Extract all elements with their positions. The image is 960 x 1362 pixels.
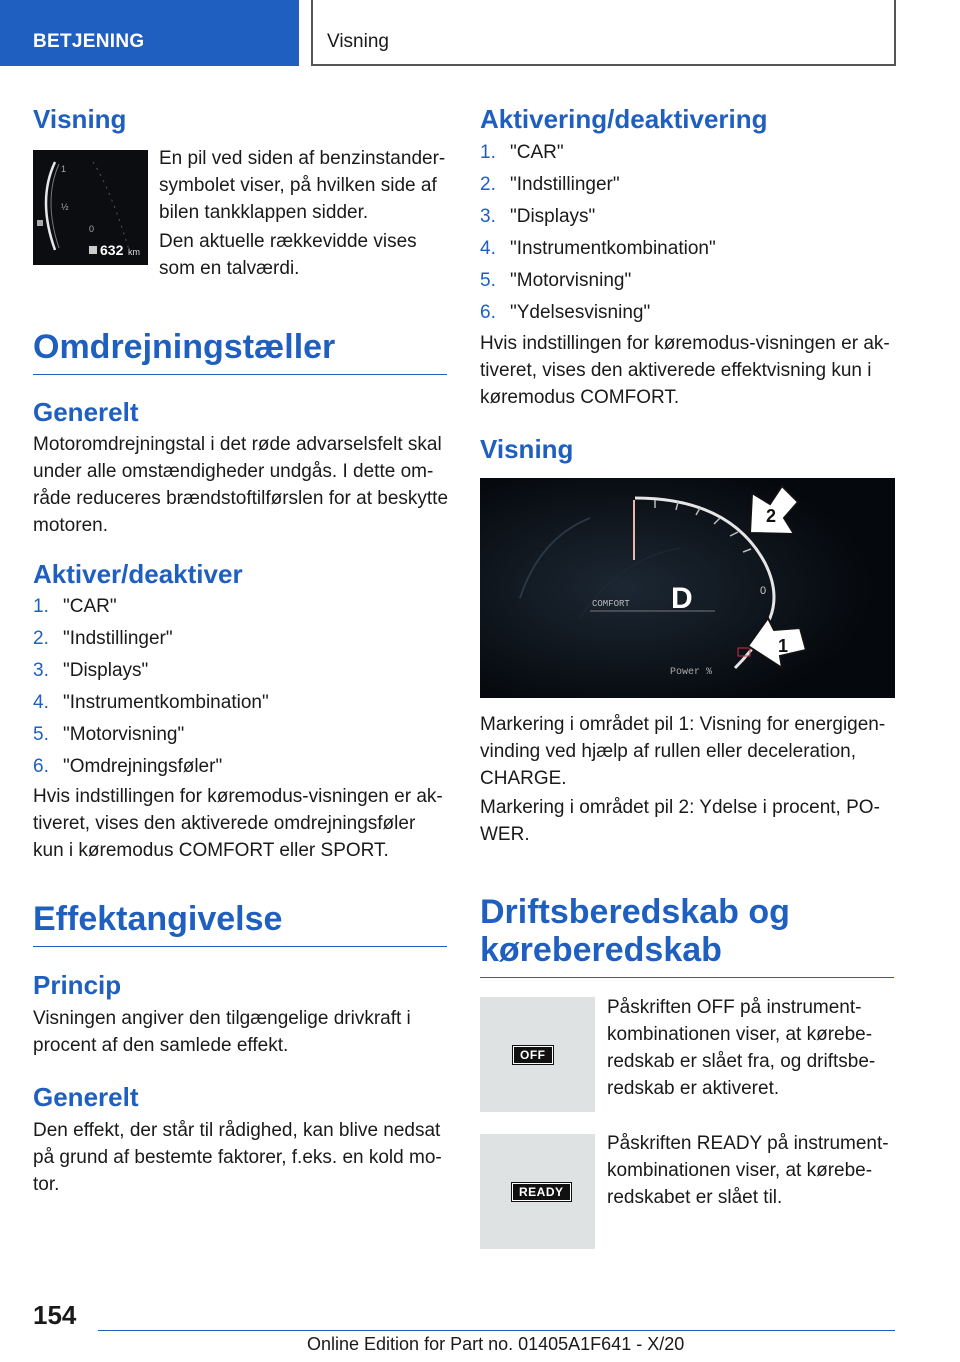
omdrejning-heading: Omdrejningstæller xyxy=(33,328,447,375)
effekt-generelt-text: Den effekt, der står til rådighed, kan blive nedsat på grund af bestemte faktorer, f.eks. en kold motor. xyxy=(33,1120,442,1195)
visning-heading: Visning xyxy=(33,104,127,134)
step-text: "Indstillinger" xyxy=(510,174,620,195)
step-text: "Displays" xyxy=(63,660,149,681)
step-item xyxy=(33,751,447,783)
step-item xyxy=(33,719,447,751)
step-number: 2. xyxy=(33,628,49,649)
step-item xyxy=(480,265,894,297)
step-number: 4. xyxy=(33,692,49,713)
step-number: 3. xyxy=(480,206,496,227)
ready-text: Påskriften READY på instrumentkombinationen viser, at køreberedskabet er slået til. xyxy=(607,1133,889,1208)
omdrejning-generelt-text: Motoromdrejningstal i det røde advarselsfelt skal under alle omstændigheder undgås. I dette område reduceres brændstoftilførslen for at beskytte motoren. xyxy=(33,434,449,536)
chapter-tab: BETJENING xyxy=(0,0,299,66)
step-item xyxy=(480,137,894,169)
arrow-1-label: 1 xyxy=(778,636,789,656)
mark1-text: Markering i området pil 1: Visning for energigenvinding ved hjælp af rullen eller deceleration, CHARGE. xyxy=(480,714,886,789)
step-text: "Motorvisning" xyxy=(63,724,185,745)
aktivering-heading: Aktivering/deaktivering xyxy=(480,104,768,134)
power-label: Power % xyxy=(670,667,713,678)
ready-indicator-image xyxy=(480,1134,595,1249)
drift-heading: Driftsberedskab og køreberedskab xyxy=(480,893,894,978)
fuel-gauge-graphic xyxy=(33,150,148,265)
footer-divider xyxy=(98,1330,895,1331)
effekt-heading: Effektangivelse xyxy=(33,900,447,947)
step-item xyxy=(480,201,894,233)
step-item xyxy=(33,591,447,623)
gauge-range: 632 xyxy=(100,242,124,258)
gauge-half: ½ xyxy=(61,202,69,212)
power-display-graphic xyxy=(480,478,895,698)
step-number: 6. xyxy=(33,756,49,777)
step-text: "Instrumentkombination" xyxy=(63,692,269,713)
gear-indicator: D xyxy=(671,582,693,615)
aktivering-steps xyxy=(480,137,894,329)
step-number: 2. xyxy=(480,174,496,195)
step-text: "Displays" xyxy=(510,206,596,227)
mode-label: COMFORT xyxy=(592,599,630,609)
ready-badge: READY xyxy=(512,1183,571,1201)
step-number: 5. xyxy=(33,724,49,745)
step-number: 1. xyxy=(33,596,49,617)
visning-right-heading: Visning xyxy=(480,434,574,464)
step-text: "Instrumentkombination" xyxy=(510,238,716,259)
gauge-unit: km xyxy=(128,247,140,257)
step-text: "CAR" xyxy=(63,596,117,617)
effekt-generelt-heading: Generelt xyxy=(33,1082,139,1112)
page-header xyxy=(0,0,960,66)
off-text: Påskriften OFF på instrumentkombinationen viser, at køreberedskab er slået fra, og driftsberedskab er aktiveret. xyxy=(607,997,876,1099)
aktiver-heading: Aktiver/deaktiver xyxy=(33,559,243,589)
aktivering-note: Hvis indstillingen for køremodus-visningen er aktiveret, vises den aktiverede effektvisning kun i køremodus COMFORT. xyxy=(480,333,890,408)
step-text: "Ydelsesvisning" xyxy=(510,302,651,323)
step-text: "Motorvisning" xyxy=(510,270,632,291)
step-number: 6. xyxy=(480,302,496,323)
footer-edition: Online Edition for Part no. 01405A1F641 - X/20 xyxy=(307,1334,685,1354)
step-item xyxy=(480,233,894,265)
step-item xyxy=(480,169,894,201)
omdrejning-generelt-heading: Generelt xyxy=(33,397,139,427)
step-item xyxy=(33,623,447,655)
aktiver-steps xyxy=(33,591,447,783)
step-number: 1. xyxy=(480,142,496,163)
off-indicator-image xyxy=(480,997,595,1112)
arrow-2-label: 2 xyxy=(766,506,777,526)
step-item xyxy=(33,655,447,687)
step-item xyxy=(33,687,447,719)
section-tab: Visning xyxy=(311,0,896,66)
gauge-one: 1 xyxy=(61,164,67,174)
mark2-text: Markering i området pil 2: Ydelse i procent, POWER. xyxy=(480,797,880,845)
gauge-zero: 0 xyxy=(89,224,95,234)
step-text: "Omdrejningsføler" xyxy=(63,756,223,777)
off-badge: OFF xyxy=(513,1046,553,1064)
visning-p1: En pil ved siden af benzinstandersymbolet viser, på hvilken side af bilen tankklappen sidder. xyxy=(159,148,446,223)
visning-p2: Den aktuelle rækkevidde vises som en talværdi. xyxy=(159,231,417,279)
omdrejning-note: Hvis indstillingen for køremodus-visningen er aktiveret, vises den aktiverede omdrejningsføler kun i køremodus COMFORT eller SPORT. xyxy=(33,786,443,861)
step-number: 4. xyxy=(480,238,496,259)
step-text: "Indstillinger" xyxy=(63,628,173,649)
power-display-image xyxy=(480,478,895,698)
step-text: "CAR" xyxy=(510,142,564,163)
princip-text: Visningen angiver den tilgængelige drivkraft i procent af den samlede effekt. xyxy=(33,1008,411,1056)
princip-heading: Princip xyxy=(33,970,122,1000)
step-number: 5. xyxy=(480,270,496,291)
step-item xyxy=(480,297,894,329)
fuel-gauge-image xyxy=(33,150,148,265)
display-zero: 0 xyxy=(760,585,767,597)
page-number: 154 xyxy=(33,1300,77,1330)
step-number: 3. xyxy=(33,660,49,681)
